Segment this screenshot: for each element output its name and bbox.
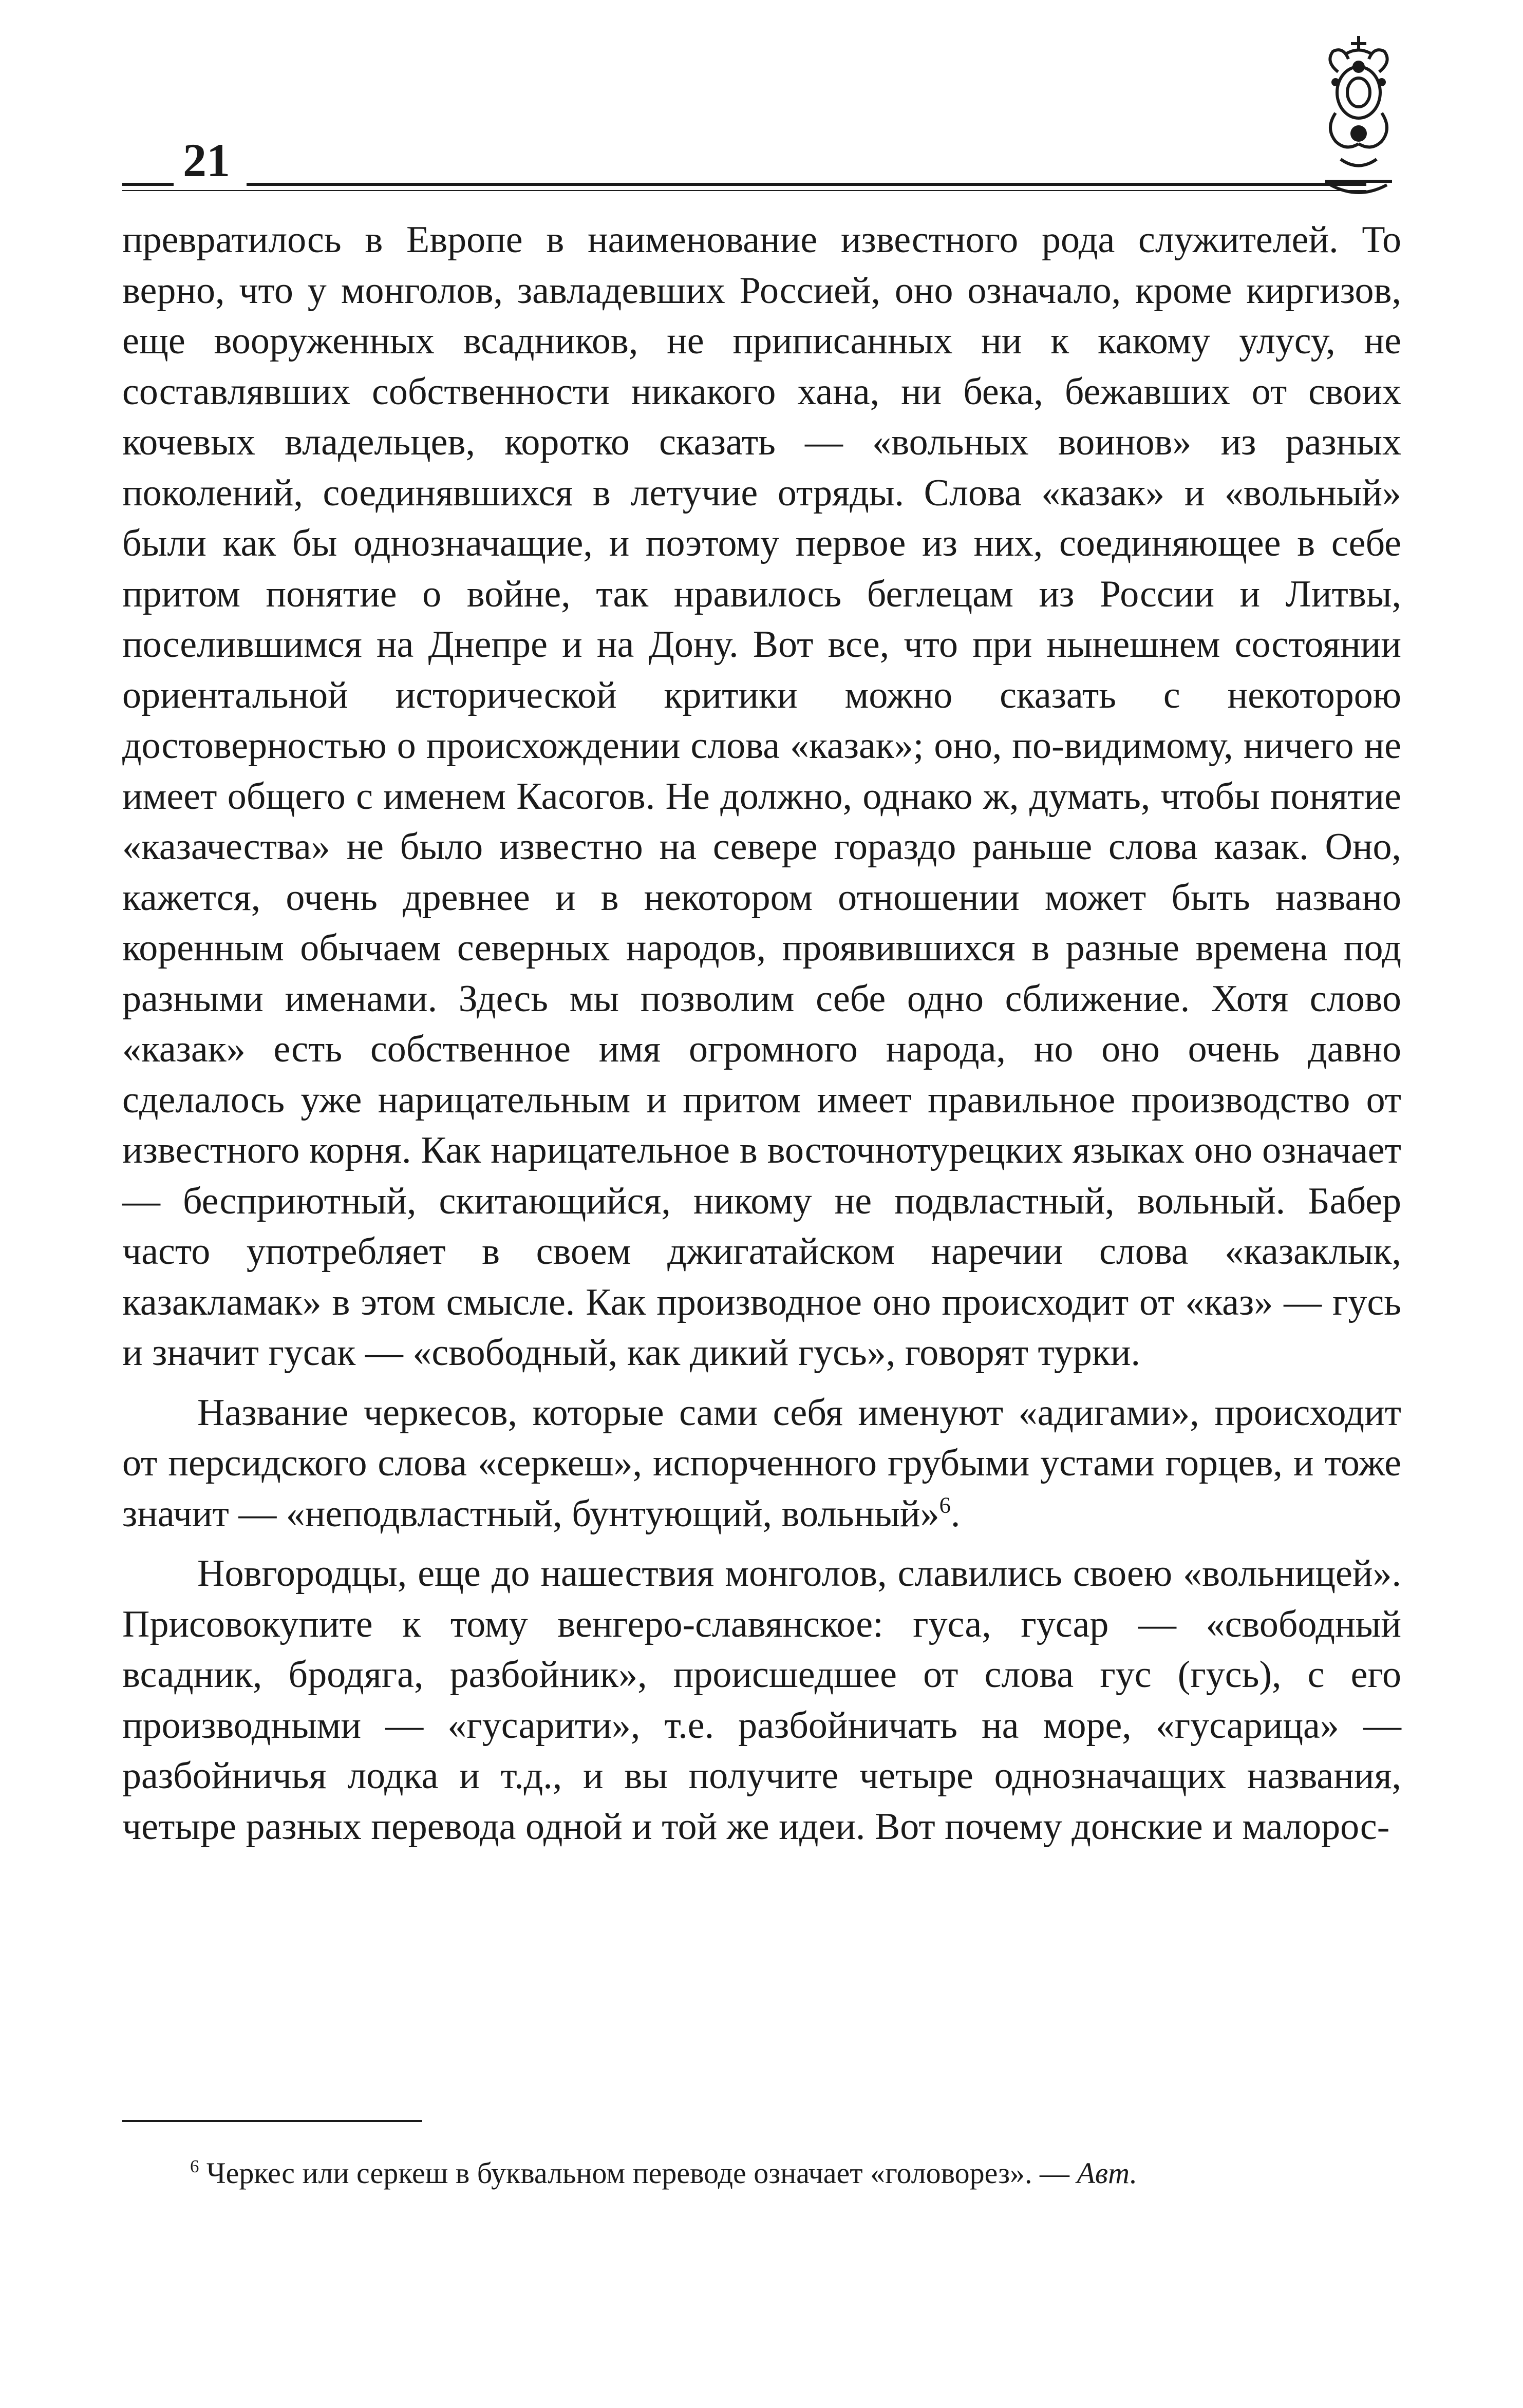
paragraph-end: . bbox=[950, 1492, 961, 1535]
paragraph: превратилось в Европе в наименование известного рода служителей. То верно, что у монголов, завладевших Россией, оно означало, кроме киргизов, еще вооруженных всадников, не приписанных ни к какому улусу, не составлявших собственности никакого хана, ни бека, бежавших от своих кочевых владельцев, коротко сказать — «вольных воинов» из разных поколений, соединявшихся в летучие отряды. Слова «казак» и «вольный» были как бы однозначащие, и поэтому первое из них, соединяющее в себе притом понятие о войне, так нравилось беглецам из России и Литвы, поселившимся на Днепре и на Дону. Вот все, что при нынешнем состоянии ориентальной исторической критики можно сказать с некоторою достоверностью о происхождении слова «казак»; оно, по-видимому, ничего не имеет общего с именем Касогов. Не должно, однако ж, думать, чтобы понятие «казачества» не было известно на севере гораздо раньше слова казак. Оно, кажется, очень древнее и в некотором отношении может быть названо коренным обычаем северных народов, проявившихся в разные времена под разными именами. Здесь мы позволим себе одно сближение. Хотя слово «казак» есть собственное имя огромного народа, но оно очень давно сделалось уже нарицательным и притом имеет правильное производство от известного корня. Как нарицательное в восточнотурецких языках оно означает — бесприютный, скитающийся, никому не подвластный, вольный. Бабер часто употребляет в своем джигатайском наречии слова «казаклык, казакламак» в этом смысле. Как производное оно происходит от «каз» — гусь и значит гусак — «свободный, как дикий гусь», говорят турки. bbox=[122, 219, 1401, 1374]
header-rule bbox=[247, 183, 1366, 186]
header-rule-thin bbox=[122, 190, 1366, 191]
page-number: 21 bbox=[183, 134, 230, 186]
paragraph: Новгородцы, еще до нашествия монголов, славились своею «вольницей». Присовокупите к тому венгеро-славянское: гуса, гусар — «свободный всадник, бродяга, разбойник», происшедшее от слова гус (гусь), с его производными — «гусарити», т.е. разбойничать на море, «гусарица» — разбойничья лодка и т.д., и вы получите четыре однозначащих названия, четыре разных перевода одной и той же идеи. Вот почему донские и малорос- bbox=[122, 1552, 1401, 1848]
paragraph-text: Название черкесов, которые сами себя именуют «адигами», происходит от персидского слова «серкеш», испорченного грубыми устами горцев, и тоже значит — «неподвластный, бунтующий, вольный» bbox=[122, 1391, 1401, 1535]
footnote-divider bbox=[122, 2120, 422, 2122]
heraldic-ornament-icon bbox=[1315, 31, 1402, 205]
footnote-author: Авт. bbox=[1077, 2156, 1138, 2190]
body-text bbox=[122, 215, 1401, 1852]
footnote-number: 6 bbox=[190, 2156, 199, 2177]
footnote bbox=[190, 2155, 1401, 2192]
paragraph bbox=[122, 1388, 1401, 1540]
page-header bbox=[122, 134, 1401, 195]
header-rule-left bbox=[122, 183, 174, 186]
footnote-text: Черкес или серкеш в буквальном переводе означает «головорез». — bbox=[206, 2156, 1077, 2190]
footnote-reference[interactable]: 6 bbox=[939, 1491, 951, 1518]
